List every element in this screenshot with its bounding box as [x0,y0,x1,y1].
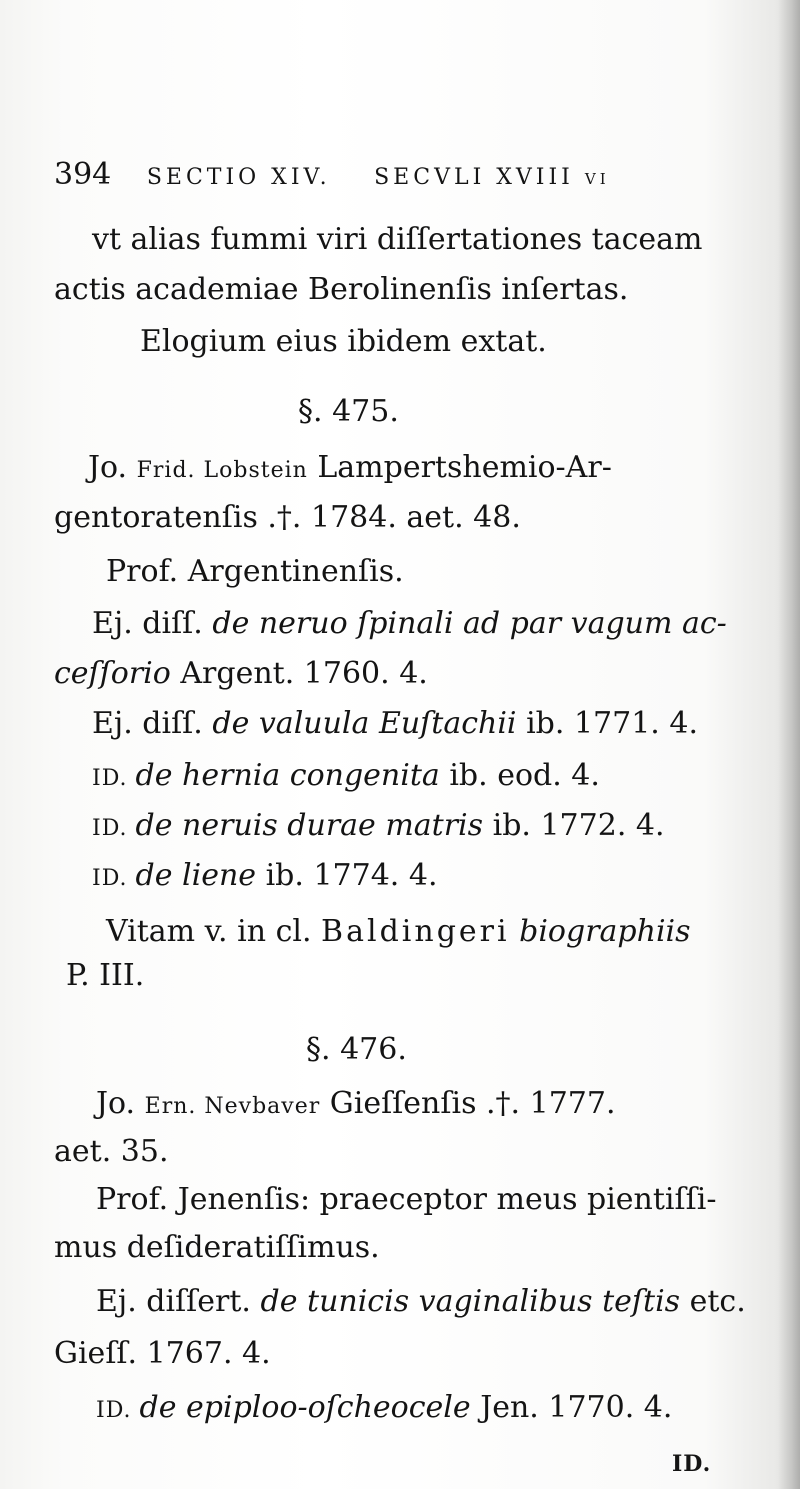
text-line-6: gentoratenſis .†. 1784. aet. 48. [54,500,521,535]
page-number: 394 [54,157,112,192]
entry-lobstein-name: Jo. Frid. Lobstein Lampertshemio-Ar- [88,450,612,485]
citation-line-11: ID. de hernia congenita ib. eod. 4. [92,758,600,793]
author-name: Frid. Lobstein [136,458,308,483]
section-heading-475: §. 475. [298,394,399,429]
text-line-19: Prof. Jenenſis: praeceptor meus pientiſſi- [96,1182,717,1217]
work-title: de hernia congenita [135,758,440,793]
vita-line: Vitam v. in cl. Baldingeri biographiis [106,914,691,949]
citation-line-13: ID. de liene ib. 1774. 4. [92,858,438,893]
work-title: de epiploo-oſcheocele [139,1390,471,1425]
page-spine-shadow [778,0,800,1489]
text-line-18: aet. 35. [54,1134,169,1169]
catchword: ID. [672,1451,712,1477]
citation-line-8: Ej. diſſ. de neruo ſpinali ad par vagum ac- [92,606,727,641]
citation-line-21: Ej. diſſert. de tunicis vaginalibus teſtis etc. [96,1284,746,1319]
entry-neubauer-name: Jo. Ern. Nevbaver Gieſſenſis .†. 1777. [96,1086,616,1121]
work-title: de neruis durae matris [135,808,484,843]
running-header [54,155,714,198]
text-line-7: Prof. Argentinenſis. [106,554,404,589]
text-line-15: P. III. [66,958,145,993]
work-title: ceſſorio [54,656,171,691]
text-line-22: Gieſſ. 1767. 4. [54,1336,271,1371]
citation-line-23: ID. de epiploo-oſcheocele Jen. 1770. 4. [96,1390,673,1425]
header-century: SECVLI XVIII vi [374,165,610,190]
elogium-line: Elogium eius ibidem extat. [140,324,547,359]
text-line-1: vt alias fummi viri diſſertationes taceam [92,222,703,257]
section-heading-476: §. 476. [306,1032,407,1067]
citation-line-9: ceſſorio Argent. 1760. 4. [54,656,428,691]
baldinger-name: Baldingeri [321,914,510,949]
work-title: de neruo ſpinali ad par vagum ac- [212,606,727,641]
text-line-2: actis academiae Berolinenſis inſertas. [54,272,629,307]
citation-line-12: ID. de neruis durae matris ib. 1772. 4. [92,808,665,843]
citation-line-10: Ej. diſſ. de valuula Euſtachii ib. 1771. 4. [92,706,698,741]
work-title: de liene [135,858,257,893]
author-name: Ern. Nevbaver [144,1094,321,1119]
work-title: de tunicis vaginalibus teſtis [260,1284,681,1319]
header-section: SECTIO XIV. [146,165,331,190]
work-title: de valuula Euſtachii [212,706,517,741]
text-line-20: mus deſideratiſſimus. [54,1230,380,1265]
